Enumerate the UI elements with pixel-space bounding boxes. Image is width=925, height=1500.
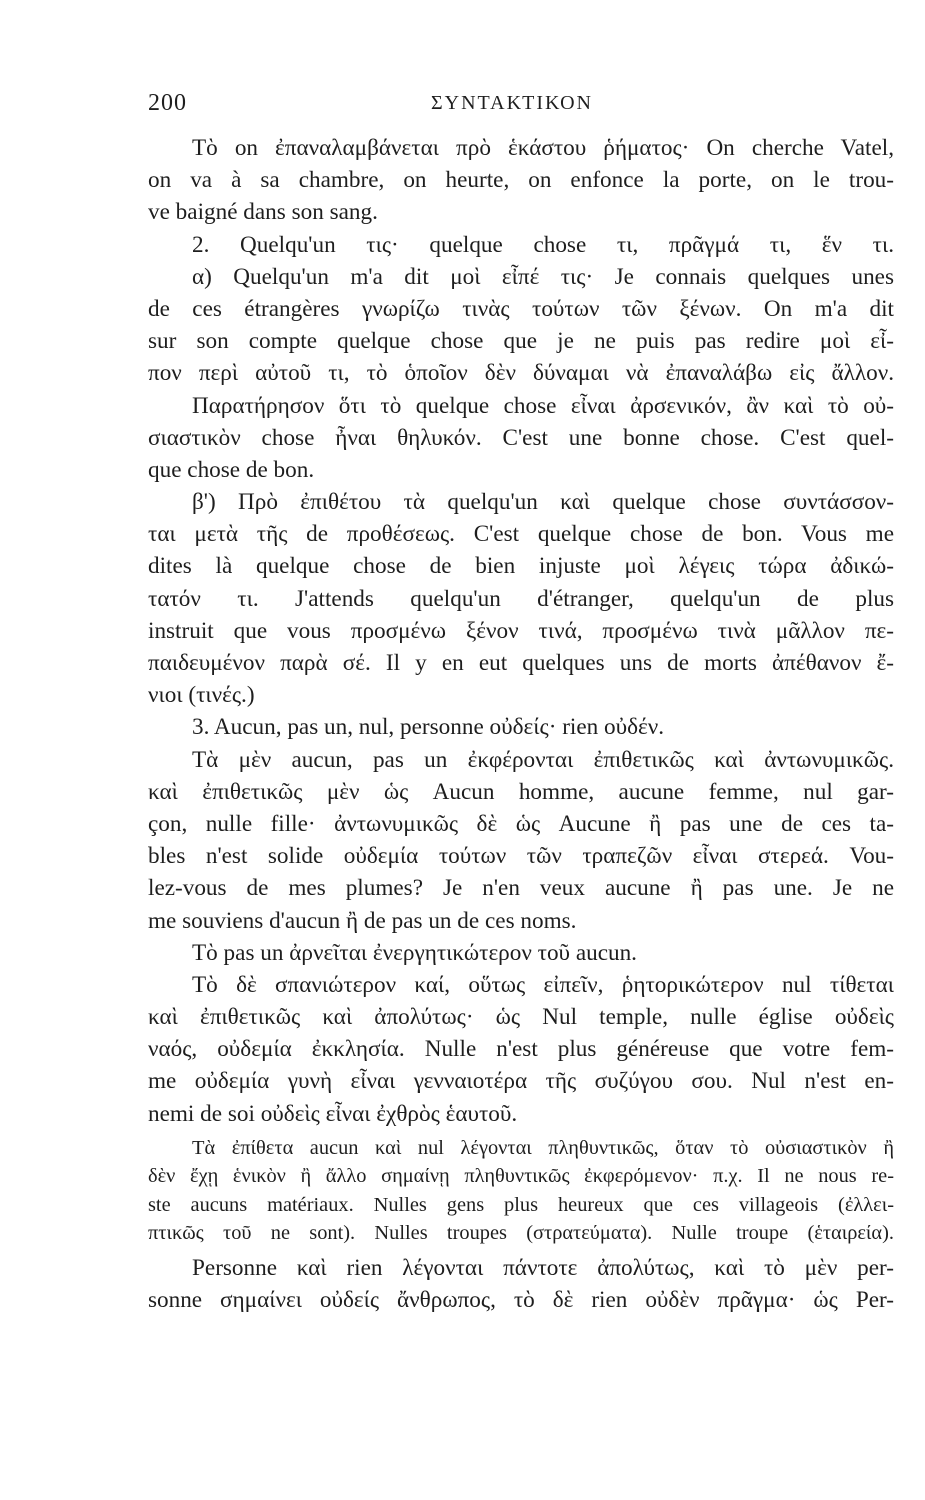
text-line: bles n'est solide οὐδεμία τούτων τῶν τραπεζῶν εἶναι στερεά. Vou- xyxy=(148,843,894,870)
text-line: nemi de soi οὐδεὶς εἶναι ἐχθρὸς ἑαυτοῦ. xyxy=(148,1100,518,1127)
text-line: de ces étrangères γνωρίζω τινὰς τούτων τῶν ξένων. On m'a dit xyxy=(148,295,894,322)
note-line: ste aucuns matériaux. Nulles gens plus heureux que ces villageois (ἐλλει- xyxy=(148,1193,894,1216)
text-line: σιαστικὸν chose ἦναι θηλυκόν. C'est une bonne chose. C'est quel- xyxy=(148,424,894,451)
text-line: πον περὶ αὐτοῦ τι, τὸ ὁποῖον δὲν δύναμαι νὰ ἐπαναλάβω εἰς ἄλλον. xyxy=(148,360,894,387)
note-line: δὲν ἔχῃ ἑνικὸν ἢ ἄλλο σημαίνῃ πληθυντικῶς ἐκφερόμενον· π.χ. Il ne nous re- xyxy=(148,1165,894,1188)
running-title: ΣΥΝΤΑΚΤΙΚΟΝ xyxy=(431,92,593,114)
text-line: καὶ ἐπιθετικῶς μὲν ὡς Aucun homme, aucune femme, nul gar- xyxy=(148,778,894,805)
text-line: lez-vous de mes plumes? Je n'en veux aucune ἢ pas une. Je ne xyxy=(148,875,894,902)
note-line: Τὰ ἐπίθετα aucun καὶ nul λέγονται πληθυντικῶς, ὅταν τὸ οὐσιαστικὸν ἢ xyxy=(192,1136,894,1159)
text-line: ται μετὰ τῆς de προθέσεως. C'est quelque chose de bon. Vous me xyxy=(148,521,894,548)
text-line: β') Πρὸ ἐπιθέτου τὰ quelqu'un καὶ quelque chose συντάσσον- xyxy=(192,489,894,516)
text-line: Τὸ pas un ἀρνεῖται ἐνεργητικώτερον τοῦ aucun. xyxy=(192,939,637,966)
text-line: Τὸ δὲ σπανιώτερον καί, οὕτως εἰπεῖν, ῥητορικώτερον nul τίθεται xyxy=(192,971,894,998)
text-line: sur son compte quelque chose que je ne puis pas redire μοὶ εἶ- xyxy=(148,328,894,355)
text-line: καὶ ἐπιθετικῶς καὶ ἀπολύτως· ὡς Nul temple, nulle église οὐδεὶς xyxy=(148,1004,894,1031)
text-line: instruit que vous προσμένω ξένον τινά, προσμένω τινὰ μᾶλλον πε- xyxy=(148,617,894,644)
text-line: me οὐδεμία γυνὴ εἶναι γενναιοτέρα τῆς συζύγου σου. Nul n'est en- xyxy=(148,1068,894,1095)
text-line: 2. Quelqu'un τις· quelque chose τι, πρᾶγμά τι, ἕν τι. xyxy=(192,231,894,258)
text-line: dites là quelque chose de bien injuste μοὶ λέγεις τώρα ἀδικώ- xyxy=(148,553,894,580)
page-header xyxy=(148,90,888,122)
text-line: ναός, οὐδεμία ἐκκλησία. Nulle n'est plus généreuse que votre fem- xyxy=(148,1036,894,1063)
text-line: νιοι (τινές.) xyxy=(148,682,255,709)
text-line: sonne σημαίνει οὐδείς ἄνθρωπος, τὸ δὲ rien οὐδὲν πρᾶγμα· ὡς Per- xyxy=(148,1287,894,1313)
text-line: α) Quelqu'un m'a dit μοὶ εἶπέ τις· Je connais quelques unes xyxy=(192,263,894,290)
text-line: on va à sa chambre, on heurte, on enfonce la porte, on le trou- xyxy=(148,167,894,194)
page-number: 200 xyxy=(148,90,187,116)
text-line: Τὸ on ἐπαναλαμβάνεται πρὸ ἑκάστου ῥήματος· On cherche Vatel, xyxy=(192,135,894,161)
text-line: Personne καὶ rien λέγονται πάντοτε ἀπολύτως, καὶ τὸ μὲν per- xyxy=(192,1254,894,1281)
text-line: me souviens d'aucun ἢ de pas un de ces noms. xyxy=(148,907,577,934)
text-line: 3. Aucun, pas un, nul, personne οὐδείς· rien οὐδέν. xyxy=(192,714,665,741)
text-line: Παρατήρησον ὅτι τὸ quelque chose εἶναι ἀρσενικόν, ἂν καὶ τὸ οὐ- xyxy=(192,392,894,419)
body-text xyxy=(148,132,894,1316)
text-line: Τὰ μὲν aucun, pas un ἐκφέρονται ἐπιθετικῶς καὶ ἀντωνυμικῶς. xyxy=(192,746,894,773)
note-line: πτικῶς τοῦ ne sont). Nulles troupes (στρατεύματα). Nulle troupe (ἑταιρεία). xyxy=(148,1222,894,1245)
text-line: ve baigné dans son sang. xyxy=(148,199,378,226)
text-line: τατόν τι. J'attends quelqu'un d'étranger, quelqu'un de plus xyxy=(148,585,894,612)
text-line: que chose de bon. xyxy=(148,456,315,483)
text-line: çon, nulle fille· ἀντωνυμικῶς δὲ ὡς Aucune ἢ pas une de ces ta- xyxy=(148,810,894,837)
text-line: παιδευμένον παρὰ σέ. Il y en eut quelques uns de morts ἀπέθανον ἔ- xyxy=(148,650,894,676)
